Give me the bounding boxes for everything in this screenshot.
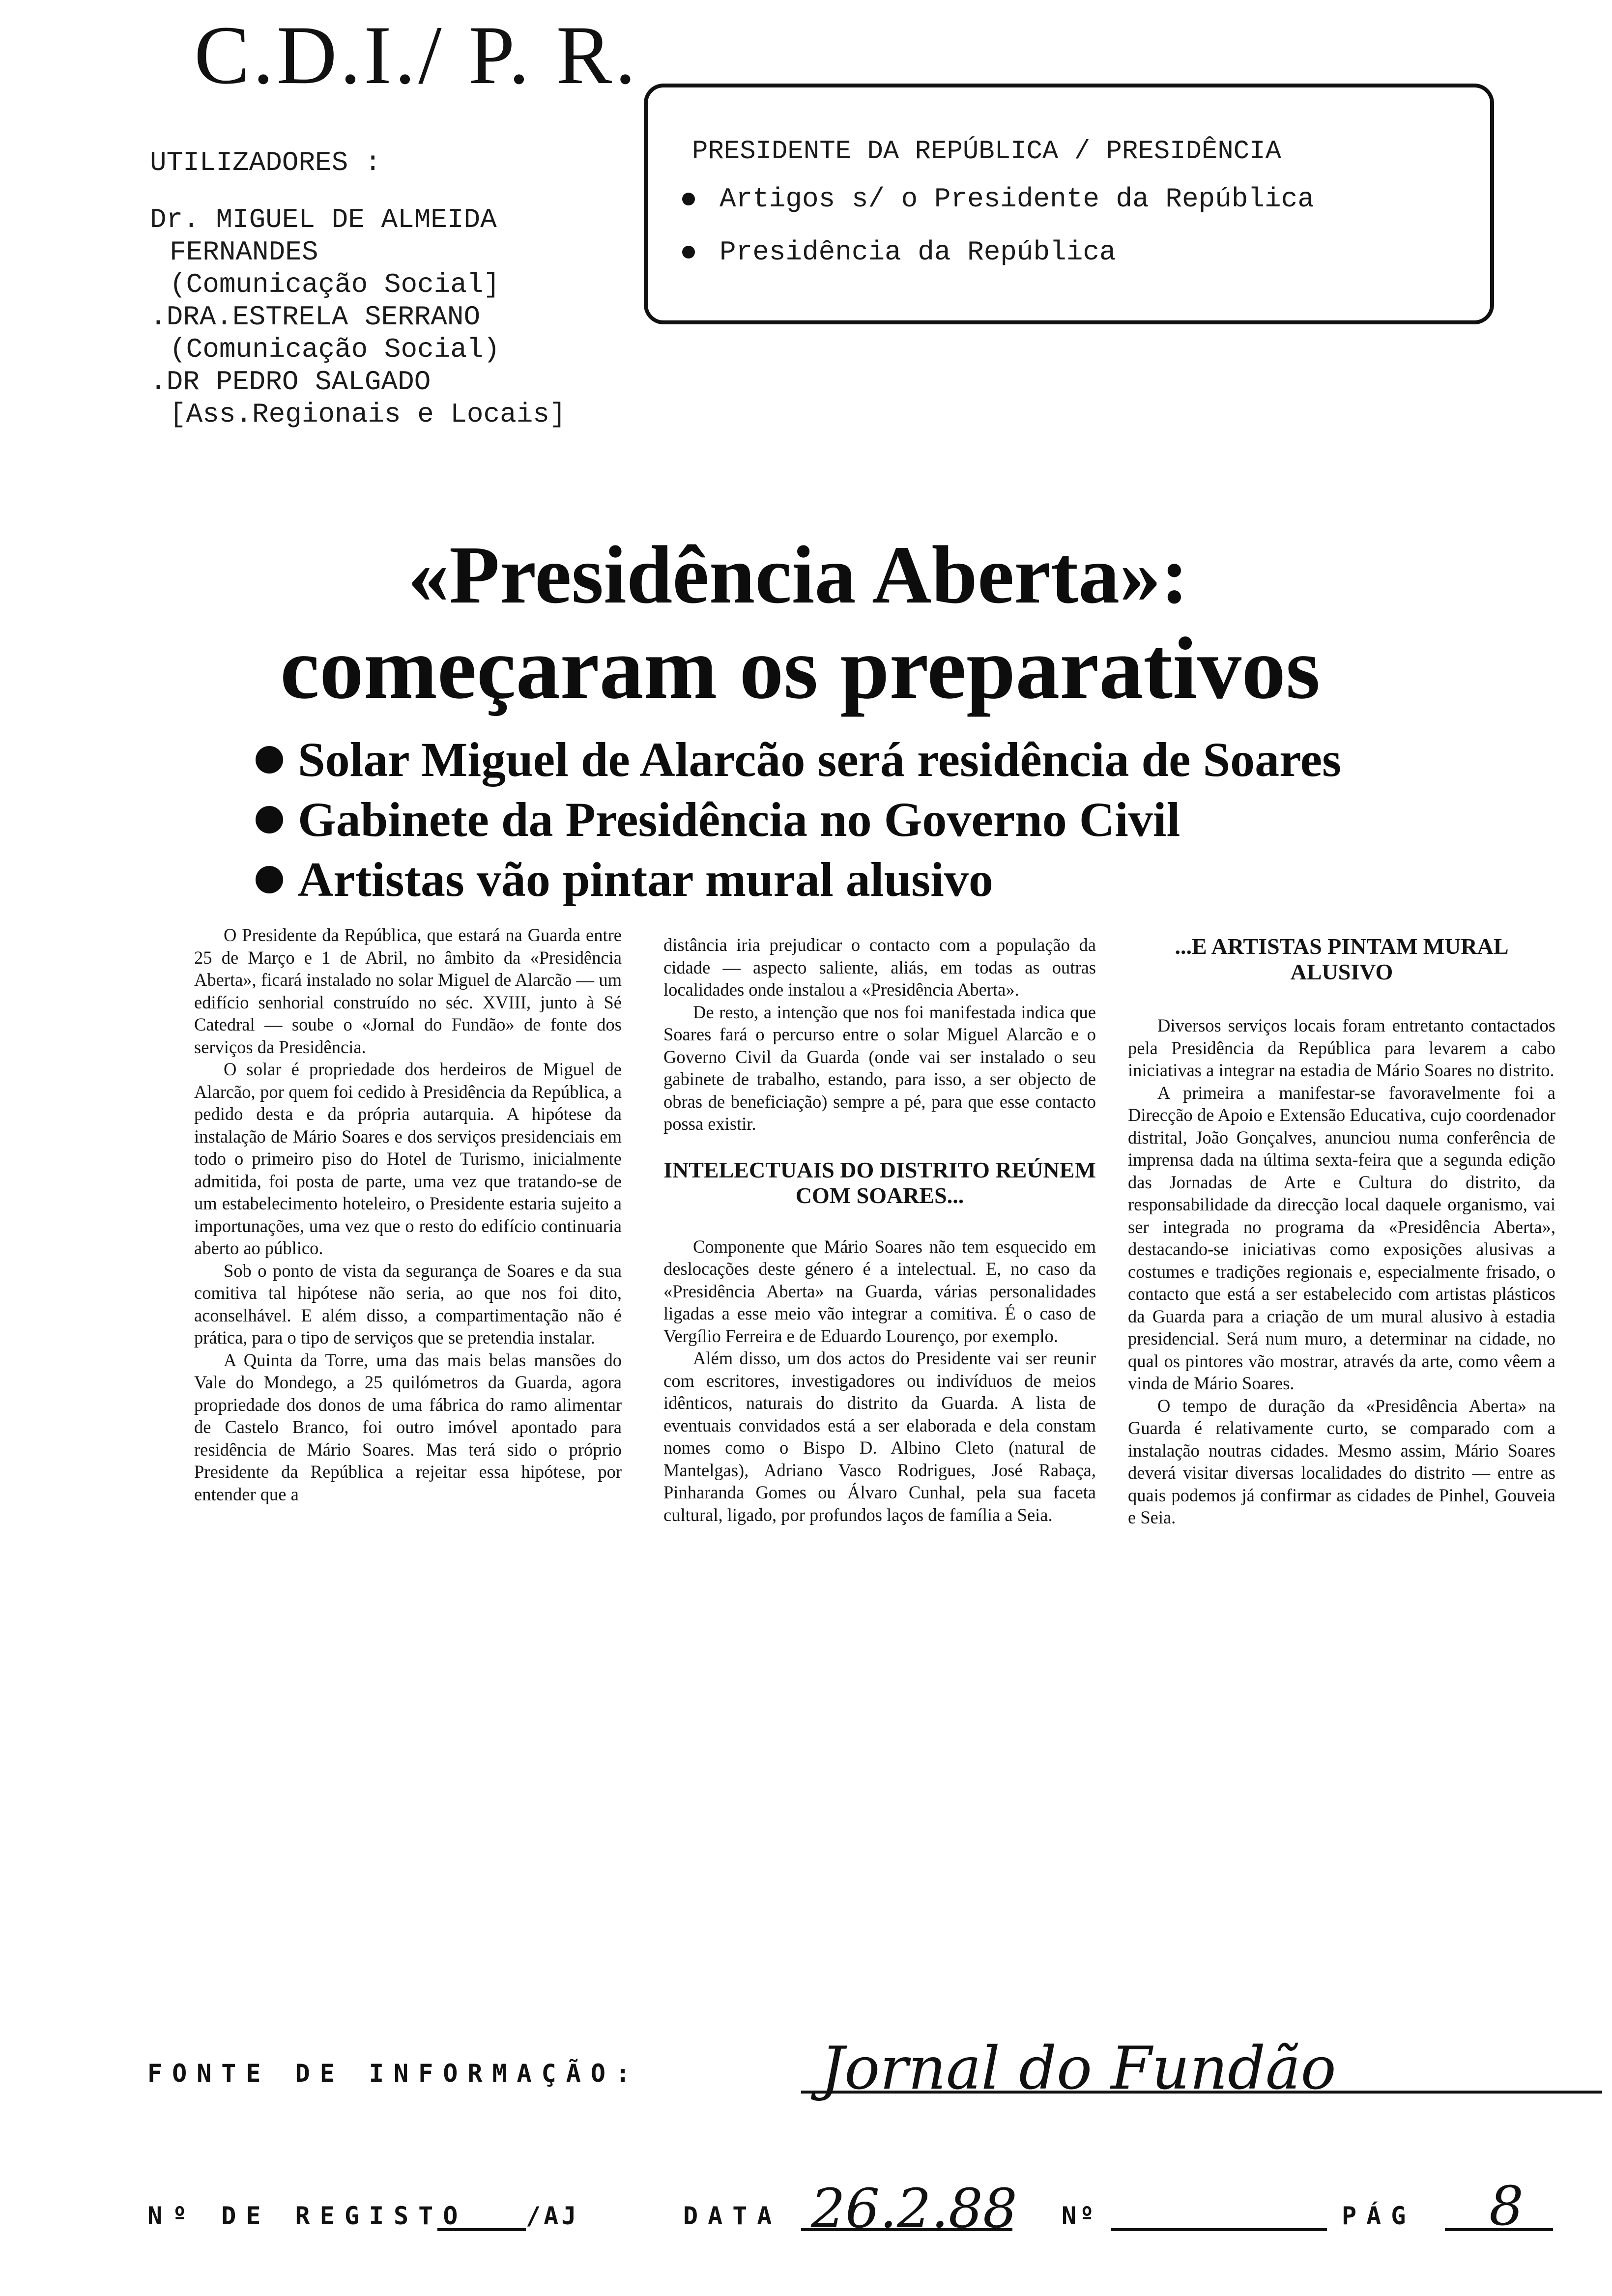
bullet-icon [682, 246, 695, 258]
num-line [1111, 2197, 1327, 2231]
registo-line [437, 2197, 526, 2231]
subheadlines [256, 730, 1583, 910]
section-heading: ...E ARTISTAS PINTAM MURAL ALUSIVO [1175, 934, 1509, 984]
paragraph: distância iria prejudicar o contacto com a população da cidade — aspecto saliente, aliás, em todas as outras localidades onde instalou a «Presidência Aberta». [663, 935, 1096, 1000]
bullet-icon [256, 746, 283, 774]
paragraph: O tempo de duração da «Presidência Aberta» na Guarda é relativamente curto, se comparado com a instalação noutras cidades. Mesmo assim, Mário Soares deverá visitar diversas localidades do distrito — entre as quais podemos já confirmar as cidades de Pinhel, Gouveia e Seia. [1128, 1395, 1555, 1527]
classification-item-label: Presidência da República [720, 236, 1116, 268]
user-line: (Comunicação Social) [170, 334, 500, 365]
subheadline [256, 790, 1583, 850]
paragraph: Componente que Mário Soares não tem esquecido em deslocações deste género é a intelectual. E, no caso da «Presidência Aberta» na Guarda, várias personalidades ligadas a esse meio vão integrar a comitiva. É o caso de Vergílio Ferreira e de Eduardo Lourenço, por exemplo. [663, 1236, 1096, 1346]
registo-suffix: /AJ [526, 2202, 579, 2230]
paragraph: A Quinta da Torre, uma das mais belas mansões do Vale do Mondego, a 25 quilómetros da Guarda, agora propriedade dos donos de uma fábrica do ramo alimentar de Castelo Branco, foi outro imóvel apontado para residência de Mário Soares. Mas terá sido o próprio Presidente da República a rejeitar essa hipótese, por entender que a [194, 1349, 622, 1504]
article-column-3 [1128, 934, 1555, 1529]
subheadline-text: Artistas vão pintar mural alusivo [298, 852, 993, 907]
classification-title: PRESIDENTE DA REPÚBLICA / PRESIDÊNCIA [692, 137, 1281, 167]
user-line: (Comunicação Social] [170, 269, 500, 300]
classification-item-label: Artigos s/ o Presidente da República [720, 183, 1314, 215]
pag-handwriting: 8 [1489, 2175, 1524, 2238]
article-column-2 [663, 934, 1096, 1526]
num-label: Nº [1062, 2202, 1097, 2230]
document-code: C.D.I./ P. R. [194, 9, 639, 101]
bullet-icon [256, 866, 283, 893]
subheadline [256, 730, 1583, 790]
users-title: UTILIZADORES : [150, 147, 381, 178]
subheadline-text: Gabinete da Presidência no Governo Civil [298, 792, 1180, 847]
user-line: .DR PEDRO SALGADO [150, 366, 431, 398]
paragraph: Diversos serviços locais foram entretanto contactados pela Presidência da República para levarem a cabo iniciativas a integrar na estadia de Mário Soares no distrito. [1128, 1015, 1555, 1080]
paragraph: Sob o ponto de vista da segurança de Soares e da sua comitiva tal hipótese não seria, ao que nos foi dito, aconselhável. E além disso, a compartimentação não é prática, para o tipo de serviços que se pretendia instalar. [194, 1260, 622, 1348]
source-handwriting: Jornal do Fundão [821, 2035, 1336, 2103]
headline-line: começaram os preparativos [280, 619, 1321, 717]
subheadline-text: Solar Miguel de Alarcão será residência de Soares [298, 732, 1341, 787]
bullet-icon [256, 806, 283, 833]
data-handwriting: 26.2.88 [811, 2177, 1017, 2240]
user-line: Dr. MIGUEL DE ALMEIDA [150, 204, 497, 235]
headline-line: «Presidência Aberta»: [408, 529, 1188, 621]
section-heading: INTELECTUAIS DO DISTRITO REÚNEM COM SOARES... [663, 1157, 1096, 1208]
classification-item [682, 236, 1490, 268]
registo-row [147, 2148, 1602, 2256]
paragraph: O Presidente da República, que estará na Guarda entre 25 de Março e 1 de Abril, no âmbito da «Presidência Aberta», ficará instalado no solar Miguel de Alarcão — um edifício senhorial construído no séc. XVIII, junto à Sé Catedral — soube o «Jornal do Fundão» de fonte dos serviços da Presidência. [194, 925, 622, 1057]
pag-label: PÁG [1342, 2202, 1416, 2230]
subheadline [256, 850, 1583, 910]
source-row [147, 2035, 1602, 2148]
registration-form [147, 2035, 1602, 2256]
bullet-icon [682, 193, 695, 205]
article-column-1 [194, 924, 622, 1505]
paragraph: A primeira a manifestar-se favoravelmente foi a Direcção de Apoio e Extensão Educativa, cujo coordenador distrital, João Gonçalves, anunciou numa conferência de imprensa dada na última sexta-feira que a segunda edição das Jornadas de Arte e Cultura do distrito, da responsabilidade da direcção local daquele organismo, vai ser integrada no programa da «Presidência Aberta», destacando-se iniciativas como exposições alusivas a costumes e tradições regionais e, especialmente frisado, o contacto que está a ser estabelecido com artistas plásticos da Guarda para a criação de um mural alusivo à estadia presidencial. Será num muro, a determinar na cidade, no qual os pintores vão mostrar, através da arte, como vêem a vinda de Mário Soares. [1128, 1082, 1555, 1393]
user-line: [Ass.Regionais e Locais] [170, 399, 566, 430]
data-label: DATA [683, 2202, 782, 2230]
paragraph: Além disso, um dos actos do Presidente vai ser reunir com escritores, investigadores ou indivíduos de meios idênticos, naturais do distrito da Guarda. A lista de eventuais convidados está a ser elaborada e dela constam nomes como o Bispo D. Albino Cleto (natural de Mantelgas), Adriano Vasco Rodrigues, José Rabaça, Pinharanda Gomes ou Álvaro Cunhal, pela sua faceta cultural, ligado, por profundos laços de família a Seia. [663, 1348, 1096, 1525]
registo-label: Nº DE REGISTO [147, 2202, 468, 2230]
users-block [150, 146, 592, 430]
classification-item [682, 183, 1490, 215]
user-line: .DRA.ESTRELA SERRANO [150, 301, 481, 333]
classification-box [644, 84, 1494, 324]
paragraph: O solar é propriedade dos herdeiros de Miguel de Alarcão, por quem foi cedido à Presidência da República, a pedido desta e da própria autarquia. A hipótese da instalação de Mário Soares e dos serviços presidenciais em todo o primeiro piso do Hotel de Turismo, inicialmente admitida, foi posta de parte, uma vez que tratando-se de um estabelecimento hoteleiro, o Presidente estaria sujeito a importunações, uma vez que o resto do edifício continuaria aberto ao público. [194, 1059, 622, 1258]
source-label: FONTE DE INFORMAÇÃO: [147, 2059, 640, 2088]
user-line: FERNANDES [170, 236, 318, 268]
article-headline [275, 528, 1504, 715]
paragraph: De resto, a intenção que nos foi manifestada indica que Soares fará o percurso entre o solar Miguel Alarcão e o Governo Civil da Guarda (onde vai ser instalado o seu gabinete de trabalho, estando, para isso, a ser objecto de obras de beneficiação) sempre a pé, para que esse contacto possa existir. [663, 1002, 1096, 1134]
